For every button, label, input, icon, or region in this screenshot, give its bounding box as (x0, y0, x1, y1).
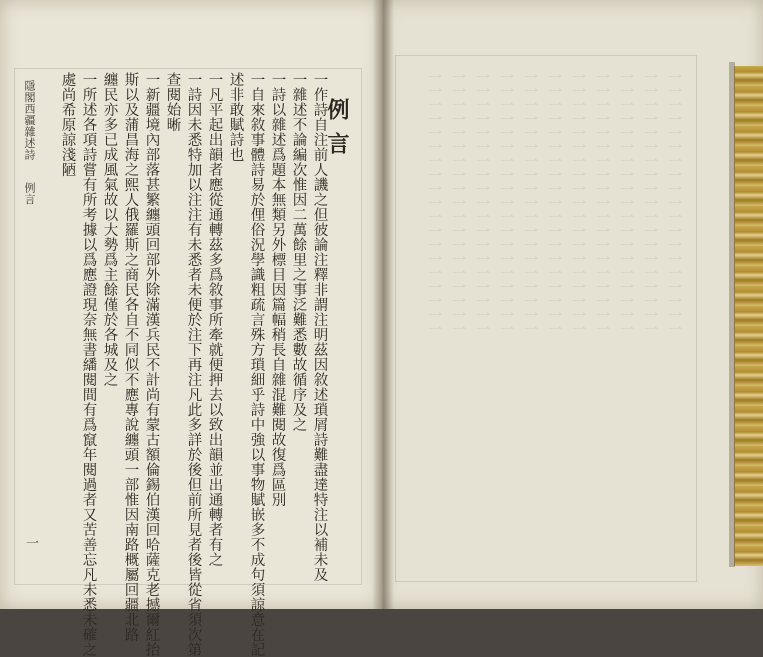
section-margin: 例言 (23, 182, 36, 205)
right-page (381, 0, 763, 609)
text-line-2: 一雜述不論編次惟因二萬餘里之事泛難悉數故循序及之 (290, 72, 307, 432)
showthrough-text: 一一一一一一一一一一一一一一一一一一一 (666, 70, 682, 336)
text-line-7: 一詩因未悉特加以注注有未悉者未便於注下再注凡此多詳於後但前所見者後皆從省須次第 (185, 72, 202, 657)
book-title-margin: 隱閣西疆雜述詩 (23, 80, 36, 161)
showthrough-text: 一一一一一一一一一一一一一一一一一一一 (426, 70, 442, 336)
text-line-9: 一新疆境內部落甚繁纏頭回部外除滿漢兵民不計尚有蒙古額倫錫伯漢回哈薩克老撼爾紅抬 (143, 72, 160, 657)
showthrough-text: 一一一一一一一一一一一一一一一一一一一 (498, 70, 514, 336)
showthrough-text: 一一一一一一一一一一一一一一一一一一一 (594, 70, 610, 336)
text-line-4: 一自來敘事體詩易於俚俗況學識粗疏言殊方瑣細乎詩中強以事物賦嵌多不成句須諒意在記 (248, 72, 265, 657)
text-line-3: 一詩以雜述爲題本無類另外標目因篇幅稍長自雜混難閱故復爲區別 (269, 72, 286, 507)
page-number: 一 (23, 536, 38, 550)
text-line-13: 處尚希原諒淺陋 (59, 72, 76, 177)
showthrough-text: 一一一一一一一一一一一一一一一一一一一 (522, 70, 538, 336)
decorative-edge-strip (734, 66, 763, 566)
text-line-12: 一所述各項詩嘗有所考據以爲應證現奈無書繙閱間有爲竄年閱過者又苦善忘凡未悉未確之 (80, 72, 97, 657)
text-line-1: 一作詩自注前人譏之但彼論注釋非謂注明茲因敘述瑣屑詩難盡達特注以補未及 (311, 72, 328, 582)
text-line-6: 一凡平起出韻者應從通轉茲多爲敘事所牽就便押去以致出韻並出通轉者有之 (206, 72, 223, 567)
showthrough-text: 一一一一一一一一一一一一一一一一一一一 (546, 70, 562, 336)
text-line-5: 述非敢賦詩也 (227, 72, 244, 162)
showthrough-text: 一一一一一一一一一一一一一一一一一一一 (618, 70, 634, 336)
text-line-8: 查閱始晰 (164, 72, 181, 132)
page-title: 例言 (324, 98, 350, 166)
showthrough-text: 一一一一一一一一一一一一一一一一一一一 (474, 70, 490, 336)
showthrough-text: 一一一一一一一一一一一一一一一一一一一 (642, 70, 658, 336)
book-gutter (372, 0, 394, 609)
left-page (0, 0, 381, 657)
showthrough-text: 一一一一一一一一一一一一一一一一一一一 (570, 70, 586, 336)
text-line-11: 纏民亦多已成風氣故以大勢爲主餘僅於各城及之 (101, 72, 118, 387)
showthrough-text: 一一一一一一一一一一一一一一一一一一一 (450, 70, 466, 336)
text-line-10: 斯以及蒲昌海之熙人俄羅斯之商民各自不同似不應專說纏頭一部惟因南路概屬回疆北路 (122, 72, 139, 642)
